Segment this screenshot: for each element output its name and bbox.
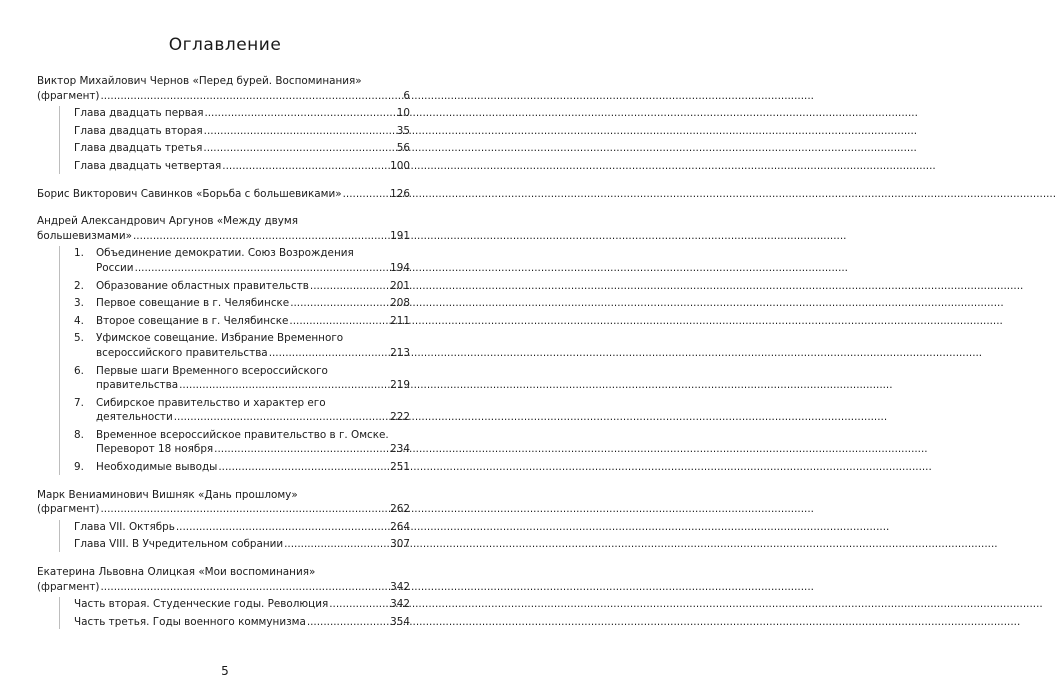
toc-subentry-body bbox=[96, 428, 410, 457]
toc-subentry-page-number: 100 bbox=[390, 159, 410, 172]
toc-subentry-title-line: Сибирское правительство и характер его bbox=[96, 396, 326, 409]
page-number: 5 bbox=[221, 664, 229, 678]
toc-subentry-leader-line bbox=[96, 296, 410, 311]
toc-section-title: (фрагмент) bbox=[37, 580, 100, 593]
toc-subentry-page-number: 264 bbox=[390, 520, 410, 533]
toc-subentry-title: России bbox=[96, 261, 134, 274]
toc-subentry-leader-line bbox=[74, 615, 410, 630]
toc-section-page-number: 6 bbox=[403, 89, 410, 102]
page-title: Оглавление bbox=[168, 35, 282, 55]
toc-subentry-title-line: Временное всероссийское правительство в г. Омске. bbox=[96, 428, 389, 441]
toc-subentry-page-number: 213 bbox=[390, 346, 410, 359]
dot-leader bbox=[176, 520, 389, 535]
toc-subentry bbox=[74, 364, 410, 393]
toc-subentry-body bbox=[96, 279, 410, 294]
toc-subentry bbox=[74, 246, 410, 275]
toc-subentry bbox=[74, 615, 410, 630]
toc-section-title: (фрагмент) bbox=[37, 89, 100, 102]
toc-subentry-title: Глава двадцать четвертая bbox=[74, 159, 222, 172]
toc-subentry-number: 3. bbox=[74, 297, 84, 310]
dot-leader bbox=[101, 580, 390, 595]
dot-leader bbox=[218, 460, 389, 475]
toc-numbered-subentry bbox=[74, 279, 410, 294]
toc-subentry bbox=[74, 106, 410, 121]
toc-section-leader-line bbox=[37, 580, 410, 595]
toc-numbered-subentry bbox=[74, 396, 410, 425]
toc-subentry-title: Глава двадцать третья bbox=[74, 142, 203, 155]
toc-section-page-number: 262 bbox=[390, 503, 410, 516]
toc-subentry-body bbox=[96, 460, 410, 475]
toc-subentry bbox=[74, 296, 410, 311]
toc-numbered-subentry bbox=[74, 364, 410, 393]
dot-leader bbox=[174, 410, 389, 425]
toc-subentry-leader-line bbox=[96, 279, 410, 294]
toc-subentry bbox=[74, 141, 410, 156]
toc-subentry bbox=[74, 396, 410, 425]
toc-subentry bbox=[74, 537, 410, 552]
toc-subentry bbox=[74, 314, 410, 329]
toc-subentry-number: 8. bbox=[74, 428, 84, 441]
dot-leader bbox=[343, 187, 390, 202]
toc-subentry-page-number: 35 bbox=[396, 124, 410, 137]
toc-subentry-title: Глава двадцать первая bbox=[74, 107, 204, 120]
toc-numbered-subentry bbox=[74, 314, 410, 329]
toc-section-title-line: Виктор Михайлович Чернов «Перед бурей. Воспоминания» bbox=[37, 75, 362, 87]
toc-section-leader-line bbox=[37, 229, 410, 244]
toc-subentry-title-line: Первые шаги Временного всероссийского bbox=[96, 364, 328, 377]
toc-subentry-leader-line bbox=[96, 378, 410, 393]
toc-subentry-leader-line bbox=[74, 159, 410, 174]
dot-leader bbox=[329, 597, 389, 612]
toc-section bbox=[37, 565, 410, 629]
toc-subentry bbox=[74, 597, 410, 612]
dot-leader bbox=[204, 124, 396, 139]
toc-subentry-number: 4. bbox=[74, 314, 84, 327]
toc-subentry-page-number: 10 bbox=[396, 107, 410, 120]
dot-leader bbox=[289, 314, 389, 329]
toc-subentry-number: 6. bbox=[74, 364, 84, 377]
table-of-contents bbox=[37, 74, 410, 642]
toc-section-leader-line bbox=[37, 502, 410, 517]
toc-subentry-title: всероссийского правительства bbox=[96, 346, 268, 359]
toc-section-leader-line bbox=[37, 89, 410, 104]
toc-subentry-leader-line bbox=[74, 537, 410, 552]
toc-section-page-number: 126 bbox=[390, 187, 410, 200]
dot-leader bbox=[310, 279, 389, 294]
toc-subentry-leader-line bbox=[74, 141, 410, 156]
toc-subentry bbox=[74, 159, 410, 174]
dot-leader bbox=[307, 615, 389, 630]
toc-subentry-page-number: 201 bbox=[390, 279, 410, 292]
toc-subentry-body bbox=[96, 314, 410, 329]
toc-section-title: (фрагмент) bbox=[37, 503, 100, 516]
toc-subentry-body bbox=[96, 396, 410, 425]
toc-subentry bbox=[74, 331, 410, 360]
toc-subentry-leader-line bbox=[96, 410, 410, 425]
toc-subentry-number: 5. bbox=[74, 332, 84, 345]
dot-leader bbox=[284, 537, 389, 552]
toc-subentries bbox=[59, 246, 410, 474]
toc-section bbox=[37, 187, 410, 202]
toc-numbered-subentry bbox=[74, 331, 410, 360]
toc-subentry-title: Образование областных правительств bbox=[96, 279, 309, 292]
toc-numbered-subentry bbox=[74, 296, 410, 311]
dot-leader bbox=[269, 346, 389, 361]
toc-section-title: большевизмами» bbox=[37, 229, 132, 242]
toc-subentry-page-number: 56 bbox=[396, 142, 410, 155]
toc-subentry-leader-line bbox=[96, 442, 410, 457]
toc-numbered-subentry bbox=[74, 246, 410, 275]
dot-leader bbox=[222, 159, 389, 174]
dot-leader bbox=[214, 442, 389, 457]
toc-subentry-title-line: Объединение демократии. Союз Возрождения bbox=[96, 247, 354, 260]
toc-section-page-number: 342 bbox=[390, 580, 410, 593]
toc-subentry-number: 7. bbox=[74, 396, 84, 409]
toc-subentry-leader-line bbox=[74, 106, 410, 121]
dot-leader bbox=[290, 296, 389, 311]
toc-section-title: Борис Викторович Савинков «Борьба с большевиками» bbox=[37, 187, 342, 200]
toc-subentry-number: 9. bbox=[74, 461, 84, 474]
dot-leader bbox=[135, 261, 390, 276]
toc-subentry-page-number: 208 bbox=[390, 297, 410, 310]
toc-subentry-leader-line bbox=[74, 124, 410, 139]
toc-subentry bbox=[74, 460, 410, 475]
toc-subentry-number: 1. bbox=[74, 247, 84, 260]
toc-section bbox=[37, 214, 410, 475]
dot-leader bbox=[101, 89, 403, 104]
toc-section-leader-line bbox=[37, 187, 410, 202]
toc-subentry-leader-line bbox=[74, 520, 410, 535]
toc-subentry-page-number: 342 bbox=[390, 598, 410, 611]
toc-subentry-title: Глава VII. Октябрь bbox=[74, 520, 175, 533]
toc-subentry-body bbox=[96, 296, 410, 311]
toc-subentry-body bbox=[96, 364, 410, 393]
dot-leader bbox=[179, 378, 389, 393]
toc-subentry bbox=[74, 279, 410, 294]
toc-subentries bbox=[59, 520, 410, 552]
toc-subentry-title: правительства bbox=[96, 379, 179, 392]
toc-subentry-leader-line bbox=[96, 261, 410, 276]
toc-subentry bbox=[74, 124, 410, 139]
toc-subentry-leader-line bbox=[74, 597, 410, 612]
toc-subentry-title: Необходимые выводы bbox=[96, 461, 218, 474]
toc-numbered-subentry bbox=[74, 460, 410, 475]
toc-subentry-page-number: 222 bbox=[390, 411, 410, 424]
toc-subentry bbox=[74, 520, 410, 535]
toc-section bbox=[37, 74, 410, 174]
toc-subentry-body bbox=[96, 246, 410, 275]
toc-subentry-number: 2. bbox=[74, 279, 84, 292]
toc-subentry-body bbox=[96, 331, 410, 360]
book-page bbox=[0, 0, 450, 700]
toc-subentry-title: деятельности bbox=[96, 411, 173, 424]
toc-subentry-title: Первое совещание в г. Челябинске bbox=[96, 297, 290, 310]
toc-subentry bbox=[74, 428, 410, 457]
toc-subentry-title: Глава двадцать вторая bbox=[74, 124, 203, 137]
toc-subentry-title: Переворот 18 ноября bbox=[96, 443, 214, 456]
toc-subentry-page-number: 251 bbox=[390, 461, 410, 474]
dot-leader bbox=[204, 106, 395, 121]
toc-subentry-title: Второе совещание в г. Челябинске bbox=[96, 314, 289, 327]
dot-leader bbox=[133, 229, 389, 244]
toc-subentry-title-line: Уфимское совещание. Избрание Временного bbox=[96, 332, 344, 345]
toc-subentry-title: Часть третья. Годы военного коммунизма bbox=[74, 615, 306, 628]
toc-section-title-line: Марк Вениаминович Вишняк «Дань прошлому» bbox=[37, 488, 298, 501]
dot-leader bbox=[203, 141, 395, 156]
toc-subentry-leader-line bbox=[96, 314, 410, 329]
toc-section-title-line: Андрей Александрович Аргунов «Между двумя bbox=[37, 215, 299, 228]
toc-subentry-leader-line bbox=[96, 460, 410, 475]
dot-leader bbox=[101, 502, 390, 517]
toc-subentry-leader-line bbox=[96, 346, 410, 361]
toc-subentry-page-number: 307 bbox=[390, 538, 410, 551]
toc-numbered-subentry bbox=[74, 428, 410, 457]
toc-subentries bbox=[59, 106, 410, 173]
toc-section bbox=[37, 488, 410, 552]
toc-section-page-number: 191 bbox=[390, 229, 410, 242]
toc-subentry-title: Часть вторая. Студенческие годы. Революция bbox=[74, 598, 329, 611]
toc-subentry-page-number: 234 bbox=[390, 443, 410, 456]
toc-subentry-page-number: 354 bbox=[390, 615, 410, 628]
toc-section-title-line: Екатерина Львовна Олицкая «Мои воспоминания» bbox=[37, 566, 316, 579]
toc-subentry-title: Глава VIII. В Учредительном собрании bbox=[74, 538, 284, 551]
toc-subentry-page-number: 219 bbox=[390, 379, 410, 392]
toc-subentries bbox=[59, 597, 410, 629]
toc-subentry-page-number: 211 bbox=[390, 314, 410, 327]
toc-subentry-page-number: 194 bbox=[390, 261, 410, 274]
